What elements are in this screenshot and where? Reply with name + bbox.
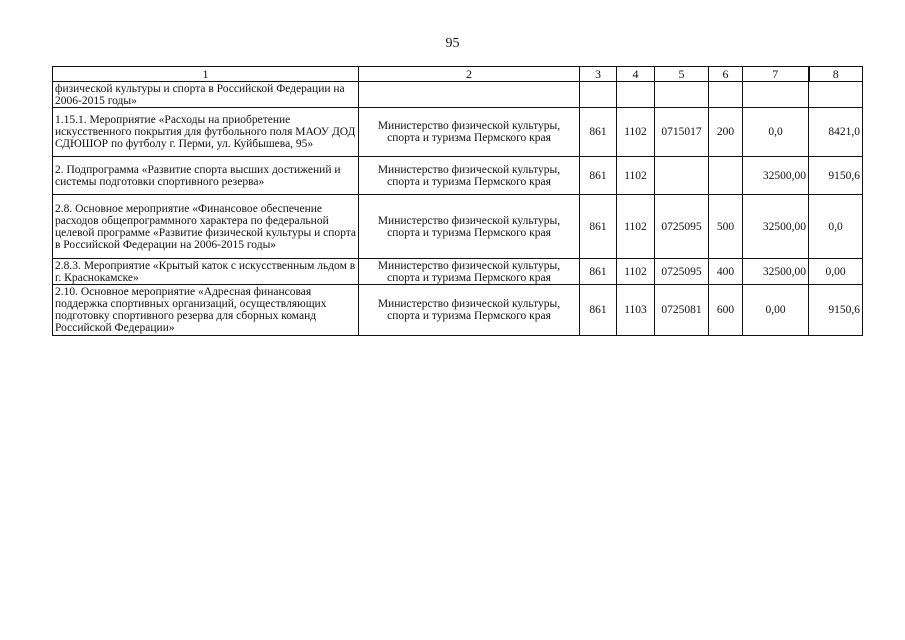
row-org: Министерство физической культуры, спорта и туризма Пермского края bbox=[359, 157, 580, 195]
row-org: Министерство физической культуры, спорта и туризма Пермского края bbox=[359, 285, 580, 336]
row-c4 bbox=[617, 82, 655, 108]
row-c7: 32500,00 bbox=[743, 259, 809, 285]
row-name: 2.8. Основное мероприятие «Финансовое обеспечение расходов общепрограммного характера по федеральной целевой программе «Развитие физической культуры и спорта в Российской Федерации на 2006-2015 годы» bbox=[53, 195, 359, 259]
row-c5 bbox=[655, 82, 709, 108]
row-c5: 0725095 bbox=[655, 259, 709, 285]
row-c6: 400 bbox=[709, 259, 743, 285]
col-header-3: 3 bbox=[580, 67, 617, 82]
row-c3: 861 bbox=[580, 108, 617, 157]
row-c8: 0,00 bbox=[809, 259, 863, 285]
row-org: Министерство физической культуры, спорта и туризма Пермского края bbox=[359, 195, 580, 259]
row-c3: 861 bbox=[580, 157, 617, 195]
table-row bbox=[53, 259, 863, 285]
row-name: 1.15.1. Мероприятие «Расходы на приобретение искусственного покрытия для футбольного поля МАОУ ДОД СДЮШОР по футболу г. Перми, ул. Куйбышева, 95» bbox=[53, 108, 359, 157]
row-c6: 200 bbox=[709, 108, 743, 157]
table-row bbox=[53, 195, 863, 259]
row-name: 2.10. Основное мероприятие «Адресная финансовая поддержка спортивных организаций, осуществляющих подготовку спортивного резерва для сборных команд Российской Федерации» bbox=[53, 285, 359, 336]
row-c7: 32500,00 bbox=[743, 157, 809, 195]
col-header-2: 2 bbox=[359, 67, 580, 82]
row-c5 bbox=[655, 157, 709, 195]
col-header-6: 6 bbox=[709, 67, 743, 82]
col-header-5: 5 bbox=[655, 67, 709, 82]
row-c4: 1103 bbox=[617, 285, 655, 336]
row-c7: 0,0 bbox=[743, 108, 809, 157]
row-c4: 1102 bbox=[617, 108, 655, 157]
row-c8: 0,0 bbox=[809, 195, 863, 259]
row-org: Министерство физической культуры, спорта и туризма Пермского края bbox=[359, 108, 580, 157]
row-c7: 32500,00 bbox=[743, 195, 809, 259]
row-c6 bbox=[709, 82, 743, 108]
table-row bbox=[53, 285, 863, 336]
row-c7: 0,00 bbox=[743, 285, 809, 336]
row-c3 bbox=[580, 82, 617, 108]
row-c8: 9150,6 bbox=[809, 285, 863, 336]
row-c3: 861 bbox=[580, 259, 617, 285]
row-c8: 8421,0 bbox=[809, 108, 863, 157]
budget-table bbox=[52, 66, 863, 336]
row-c5: 0725095 bbox=[655, 195, 709, 259]
col-header-8: 8 bbox=[809, 67, 863, 82]
row-c7 bbox=[743, 82, 809, 108]
row-name: 2.8.3. Мероприятие «Крытый каток с искусственным льдом в г. Краснокамске» bbox=[53, 259, 359, 285]
row-c4: 1102 bbox=[617, 195, 655, 259]
row-c4: 1102 bbox=[617, 157, 655, 195]
row-c3: 861 bbox=[580, 285, 617, 336]
table-row bbox=[53, 82, 863, 108]
page-number: 95 bbox=[445, 36, 460, 51]
header-row bbox=[53, 67, 863, 82]
table-row bbox=[53, 108, 863, 157]
row-c8: 9150,6 bbox=[809, 157, 863, 195]
row-c6: 500 bbox=[709, 195, 743, 259]
row-c5: 0715017 bbox=[655, 108, 709, 157]
row-name: физической культуры и спорта в Российской Федерации на 2006-2015 годы» bbox=[53, 82, 359, 108]
table-row bbox=[53, 157, 863, 195]
row-org: Министерство физической культуры, спорта и туризма Пермского края bbox=[359, 259, 580, 285]
row-c8 bbox=[809, 82, 863, 108]
row-org bbox=[359, 82, 580, 108]
row-c6 bbox=[709, 157, 743, 195]
row-name: 2. Подпрограмма «Развитие спорта высших достижений и системы подготовки спортивного резерва» bbox=[53, 157, 359, 195]
col-header-4: 4 bbox=[617, 67, 655, 82]
col-header-7: 7 bbox=[743, 67, 809, 82]
row-c5: 0725081 bbox=[655, 285, 709, 336]
col-header-1: 1 bbox=[53, 67, 359, 82]
row-c4: 1102 bbox=[617, 259, 655, 285]
row-c3: 861 bbox=[580, 195, 617, 259]
row-c6: 600 bbox=[709, 285, 743, 336]
